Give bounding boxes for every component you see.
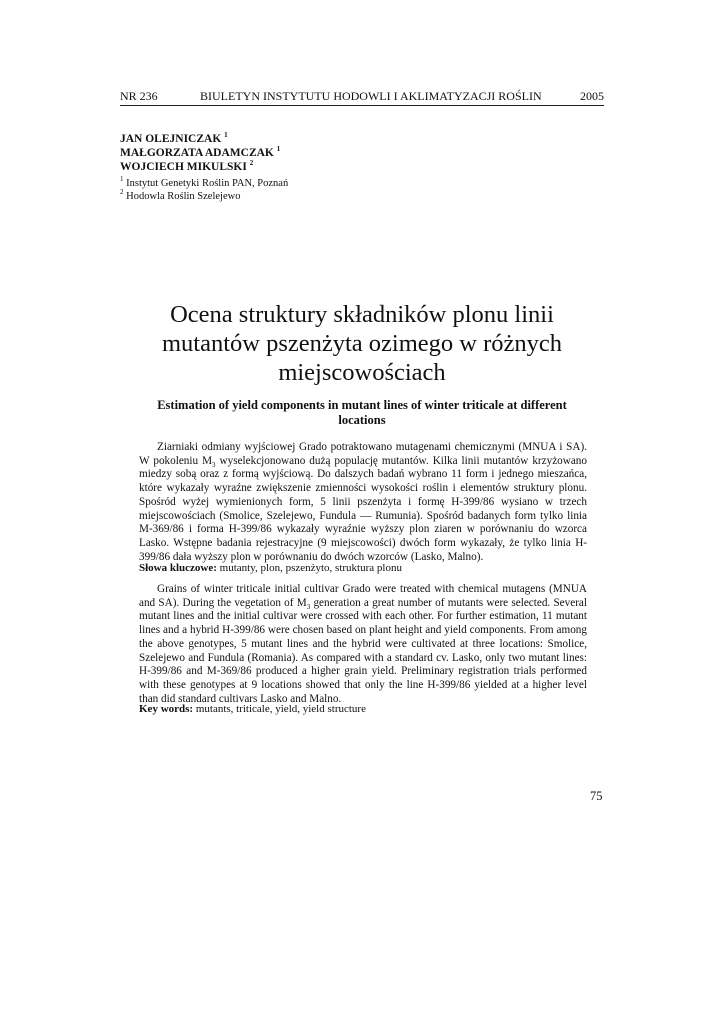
keywords-polish: Słowa kluczowe: mutanty, plon, pszenżyto, struktura plonu (139, 562, 402, 574)
year: 2005 (580, 89, 604, 103)
abstract-english: Grains of winter triticale initial cultivar Grado were treated with chemical mutagens (MNUA and SA). During the vegetation of $M_3$ generation a great number of mutants were selected. Several mutant lines and the initial cultivar were crossed with each other. For further estimation, 11 mutant lines and a hybrid H-399/86 were chosen based on plant height and yield components. From among the above genotypes, 5 mutant lines and the hybrid were cultivated at three locations: Smolice, Szelejewo and Fundula (Romania). As compared with a standard cv. Lasko, only two mutant lines: H-399/86 and M-369/86 produced a higher grain yield. Preliminary registration trials performed with these genotypes at 9 locations showed that only the line H-399/86 yielded at a higher level than did standard cultivars Lasko and Malno. (139, 583, 588, 705)
affiliation: $^2$ Hodowla Roślin Szelejewo (120, 188, 241, 202)
page-number: 75 (590, 789, 603, 803)
author: MAŁGORZATA ADAMCZAK $^1$ (120, 145, 281, 159)
issue-number: NR 236 (120, 89, 158, 103)
abstract-polish: Ziarniaki odmiany wyjściowej Grado potraktowano mutagenami chemicznymi (MNUA i SA). W pokoleniu $M_3$ wyselekcjonowano dużą populację mutantów. Kilka linii mutantów krzyżowano miedzy sobą oraz z formą wyjściową. Do dalszych badań wybrano 11 form i jednego mieszańca, które wykazały wyraźne zwiększenie zmienności wysokości roślin i elementów struktury plonu. Spośród wyżej wymienionych form, 5 linii pszenżyta i formę H-399/86 wysiano w trzech miejscowościach (Smolice, Szelejewo, Fundula — Rumunia). Spośród badanych form tylko linia M-369/86 i forma H-399/86 wykazały wyraźnie wyższy plon ziaren w porównaniu do wzorca Lasko. Wstępne badania rejestracyjne (9 miejscowości) dwóch form wykazały, że tylko linia H-399/86 dała wyższy plon w porównaniu do dwóch wzorców (Lasko, Malno). (139, 441, 587, 563)
journal-name: BIULETYN INSTYTUTU HODOWLI I AKLIMATYZACJI ROŚLIN (200, 89, 542, 103)
affiliation: $^1$ Instytut Genetyki Roślin PAN, Poznań (120, 175, 289, 189)
author: WOJCIECH MIKULSKI $^2$ (120, 159, 254, 173)
paper-title: Ocena struktury składników plonu linii mutantów pszenżyta ozimego w różnych miejscowościach (161, 301, 563, 386)
english-title: Estimation of yield components in mutant lines of winter triticale at different locations (157, 398, 567, 427)
author-list (120, 132, 280, 174)
author: JAN OLEJNICZAK $^1$ (120, 131, 228, 145)
header-rule (120, 105, 604, 106)
affiliations (120, 177, 288, 203)
keywords-english: Key words: mutants, triticale, yield, yield structure (139, 703, 366, 715)
